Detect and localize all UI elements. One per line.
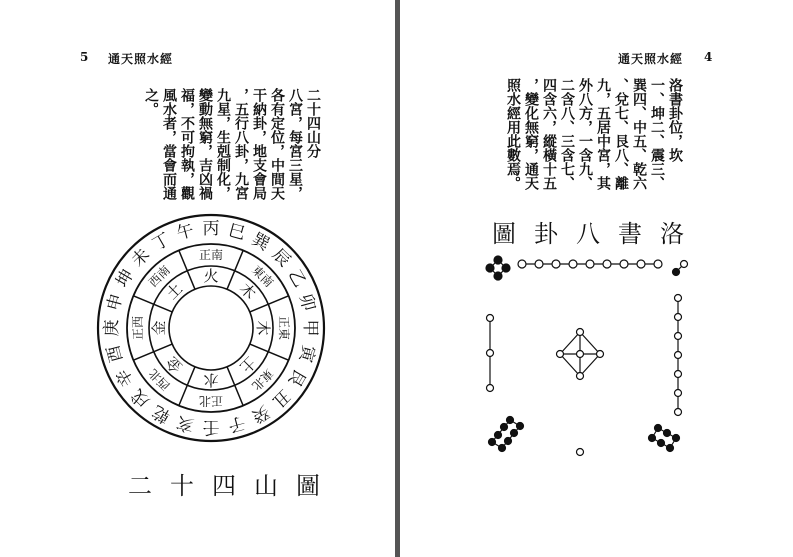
dial-element-label: 金 (150, 320, 168, 336)
running-title-left: 通天照水經 (108, 52, 174, 66)
dial-direction-label: 正東 (277, 315, 291, 341)
dial-center-circle (169, 286, 253, 370)
dial-direction-label: 西南 (145, 262, 173, 290)
text-column: 福，不可拘執，觀 (179, 88, 195, 200)
text-column: 九星，生剋制化， (215, 88, 231, 200)
dial-element-label: 土 (162, 279, 186, 303)
twenty-four-mountains-dial (95, 212, 327, 444)
running-title-right: 通天照水經 (618, 52, 684, 66)
text-column: 一、坤二、震三、 (649, 78, 665, 190)
dial-element-label: 土 (236, 353, 260, 377)
dial-element-label: 水 (203, 371, 219, 389)
dial-spoke (133, 296, 172, 312)
dial-mountain-label: 辰 (267, 244, 295, 272)
dial-element-label: 木 (254, 320, 272, 336)
text-column: 洛書卦位，坎 (667, 78, 683, 162)
dial-mountain-label: 申 (103, 291, 128, 314)
luoshu-diagram (480, 252, 700, 464)
left-figure-caption: 二十四山圖 (128, 472, 338, 500)
dial-mountain-label: 丙 (202, 219, 220, 239)
page-number-left: 5 (80, 50, 90, 64)
dial-direction-label: 東南 (249, 262, 277, 290)
dial-mountain-label: 乙 (283, 266, 310, 291)
text-column: 二十四山分 (305, 88, 321, 158)
luoshu-six-black-dots (649, 425, 680, 452)
text-column: 、兌七、艮八、離 (613, 78, 629, 190)
dial-mountain-label: 丑 (267, 384, 295, 412)
dial-mountain-label: 午 (174, 220, 197, 245)
dial-mountain-label: 酉 (103, 342, 128, 365)
text-column: 巽四、中五、乾六 (631, 78, 647, 190)
luoshu-three-white-dots (487, 315, 494, 392)
dial-direction-label: 正南 (198, 248, 224, 262)
dial-mountain-label: 丁 (149, 229, 174, 256)
dial-spoke (250, 296, 289, 312)
text-column: 八宮，每宮三星， (287, 88, 303, 200)
dial-spoke (179, 367, 195, 406)
dial-mountain-label: 戌 (127, 384, 155, 412)
dial-mountain-label: 壬 (202, 417, 220, 437)
text-column: 變動無窮，吉凶禍 (197, 88, 213, 200)
luoshu-nine-white-dots (518, 260, 662, 268)
dial-mountain-label: 巽 (248, 229, 273, 256)
dial-direction-label: 東北 (249, 366, 277, 394)
text-column: ，變化無窮，通天 (523, 78, 539, 190)
dial-spoke (179, 250, 195, 289)
dial-mountain-label: 辛 (112, 365, 139, 390)
dial-element-label: 木 (236, 279, 260, 303)
dial-element-label: 火 (203, 267, 219, 285)
text-column: 四含六，縱橫十五 (541, 78, 557, 190)
dial-mountain-label: 寅 (294, 342, 319, 365)
dial-spoke (250, 344, 289, 360)
dial-direction-label: 西北 (145, 366, 173, 394)
dial-mountain-label: 未 (127, 244, 155, 272)
luoshu-two-black-dots (673, 261, 688, 276)
dial-spoke (133, 344, 172, 360)
luoshu-five-white-dots (557, 329, 604, 380)
dial-direction-label: 正北 (198, 394, 224, 408)
luoshu-one-white-dot (577, 449, 584, 456)
right-figure-caption: 圖卦八書洛 (492, 220, 702, 248)
right-page (398, 0, 793, 557)
dial-mountain-label: 亥 (174, 411, 197, 436)
dial-mountain-label: 乾 (149, 400, 174, 427)
text-column: 照水經用此數焉。 (505, 78, 521, 190)
text-column: 之。 (143, 88, 159, 116)
dial-mountain-label: 癸 (248, 400, 273, 427)
text-column: 二含八、三含七、 (559, 78, 575, 190)
luoshu-four-black-dots (486, 256, 510, 280)
luoshu-seven-white-dots (675, 295, 682, 416)
dial-spoke (227, 250, 243, 289)
dial-spoke (227, 367, 243, 406)
text-column: 干納卦，地支會局 (251, 88, 267, 200)
dial-mountain-label: 子 (225, 411, 248, 436)
dial-mountain-label: 艮 (283, 365, 310, 390)
dial-mountain-label: 巳 (225, 220, 248, 245)
dial-mountain-label: 卯 (294, 291, 319, 314)
text-column: 風水者，當會而通 (161, 88, 177, 200)
luoshu-eight-black-dots (489, 417, 524, 452)
text-column: 外八方，一含九、 (577, 78, 593, 190)
dial-mountain-label: 甲 (300, 319, 320, 337)
dial-element-label: 金 (162, 353, 186, 377)
text-column: ，五行八卦，九宮 (233, 88, 249, 200)
dial-mountain-label: 庚 (102, 319, 122, 337)
dial-mountain-label: 坤 (112, 266, 139, 291)
dial-direction-label: 正西 (131, 315, 145, 341)
text-column: 各有定位，中間天 (269, 88, 285, 200)
text-column: 九，五居中宮，其 (595, 78, 611, 190)
page-number-right: 4 (704, 50, 714, 64)
left-page (0, 0, 396, 557)
